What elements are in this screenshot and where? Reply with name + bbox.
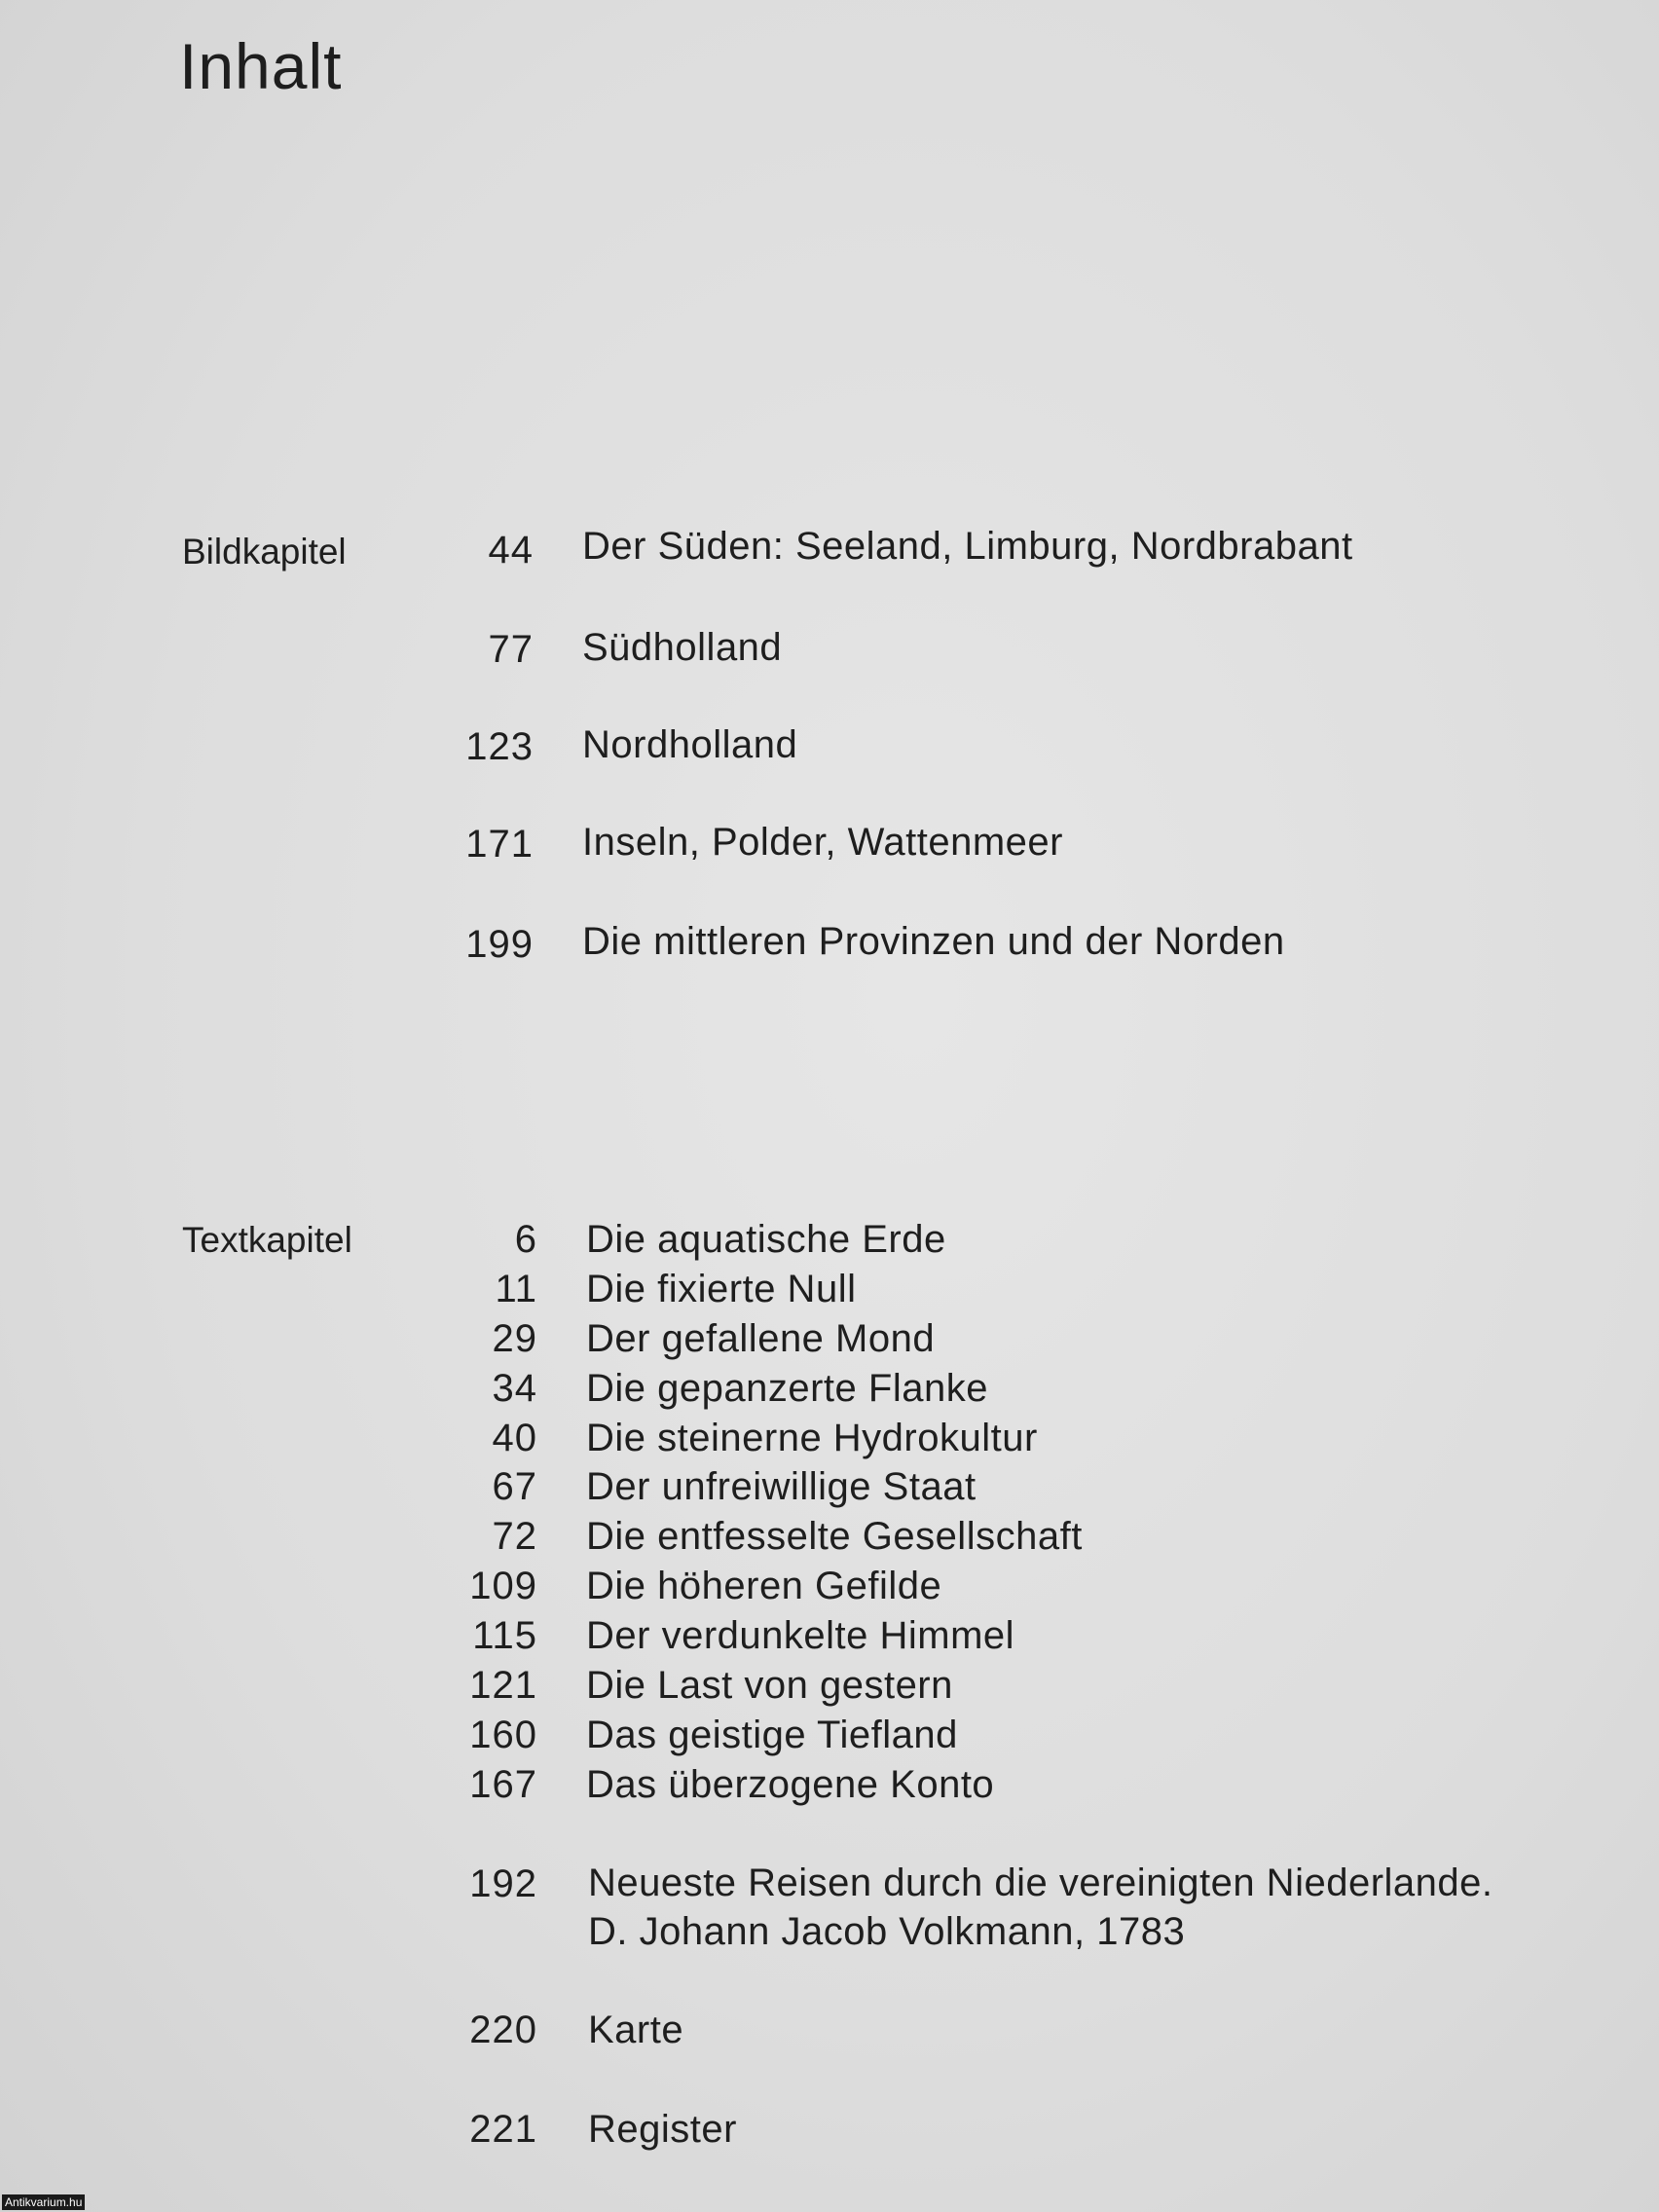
toc-entry-title: Die fixierte Null <box>586 1268 857 1310</box>
toc-page-number: 192 <box>469 1862 537 1905</box>
toc-page-number: 67 <box>492 1465 537 1508</box>
toc-page-number: 77 <box>488 628 534 671</box>
toc-entry-title: Die Last von gestern <box>586 1664 953 1707</box>
toc-entry-title: Inseln, Polder, Wattenmeer <box>582 821 1063 864</box>
toc-entry-title: Die gepanzerte Flanke <box>586 1367 988 1410</box>
toc-page-number: 123 <box>465 725 534 768</box>
toc-entry-title: Die aquatische Erde <box>586 1218 946 1261</box>
toc-entry-title <box>588 1859 1493 1956</box>
toc-page-number: 40 <box>492 1417 537 1459</box>
toc-entry-title: Die steinerne Hydrokultur <box>586 1417 1038 1459</box>
toc-entry-title: Das überzogene Konto <box>586 1763 995 1806</box>
toc-page-number: 221 <box>469 2108 537 2151</box>
toc-page-number: 6 <box>514 1218 537 1261</box>
toc-entry-title: Südholland <box>582 626 783 669</box>
toc-entry-subtitle: D. Johann Jacob Volkmann, 1783 <box>588 1910 1186 1953</box>
section-label-textkapitel: Textkapitel <box>182 1220 352 1260</box>
toc-page-number: 220 <box>469 2009 537 2051</box>
toc-entry-title: Nordholland <box>582 723 798 766</box>
toc-page-number: 11 <box>495 1268 537 1310</box>
toc-entry-title: Die mittleren Provinzen und der Norden <box>582 920 1285 963</box>
toc-entry-title: Karte <box>588 2009 684 2051</box>
toc-entry-title: Der gefallene Mond <box>586 1317 936 1360</box>
toc-page-number: 199 <box>465 923 534 966</box>
toc-page-number: 44 <box>488 529 534 571</box>
toc-page-number: 115 <box>472 1614 537 1657</box>
toc-entry-title: Die entfesselte Gesellschaft <box>586 1515 1083 1558</box>
toc-page-number: 171 <box>465 823 534 866</box>
toc-page-number: 72 <box>492 1515 537 1558</box>
page-title: Inhalt <box>179 30 343 102</box>
toc-page-number: 167 <box>469 1763 537 1806</box>
toc-entry-title: Der verdunkelte Himmel <box>586 1614 1015 1657</box>
watermark: Antikvarium.hu <box>2 2194 85 2210</box>
toc-page-number: 121 <box>469 1664 537 1707</box>
section-label-bildkapitel: Bildkapitel <box>182 532 347 571</box>
toc-entry-title-line: Neueste Reisen durch die vereinigten Niederlande. <box>588 1862 1493 1904</box>
toc-entry-title: Der unfreiwillige Staat <box>586 1465 977 1508</box>
toc-page-number: 34 <box>492 1367 537 1410</box>
toc-page-number: 109 <box>469 1565 537 1607</box>
toc-page-number: 29 <box>492 1317 537 1360</box>
toc-page-number: 160 <box>469 1714 537 1756</box>
toc-entry-title: Register <box>588 2108 737 2151</box>
toc-entry-title: Der Süden: Seeland, Limburg, Nordbrabant <box>582 525 1353 568</box>
toc-entry-title: Das geistige Tiefland <box>586 1714 958 1756</box>
toc-entry-title: Die höheren Gefilde <box>586 1565 942 1607</box>
